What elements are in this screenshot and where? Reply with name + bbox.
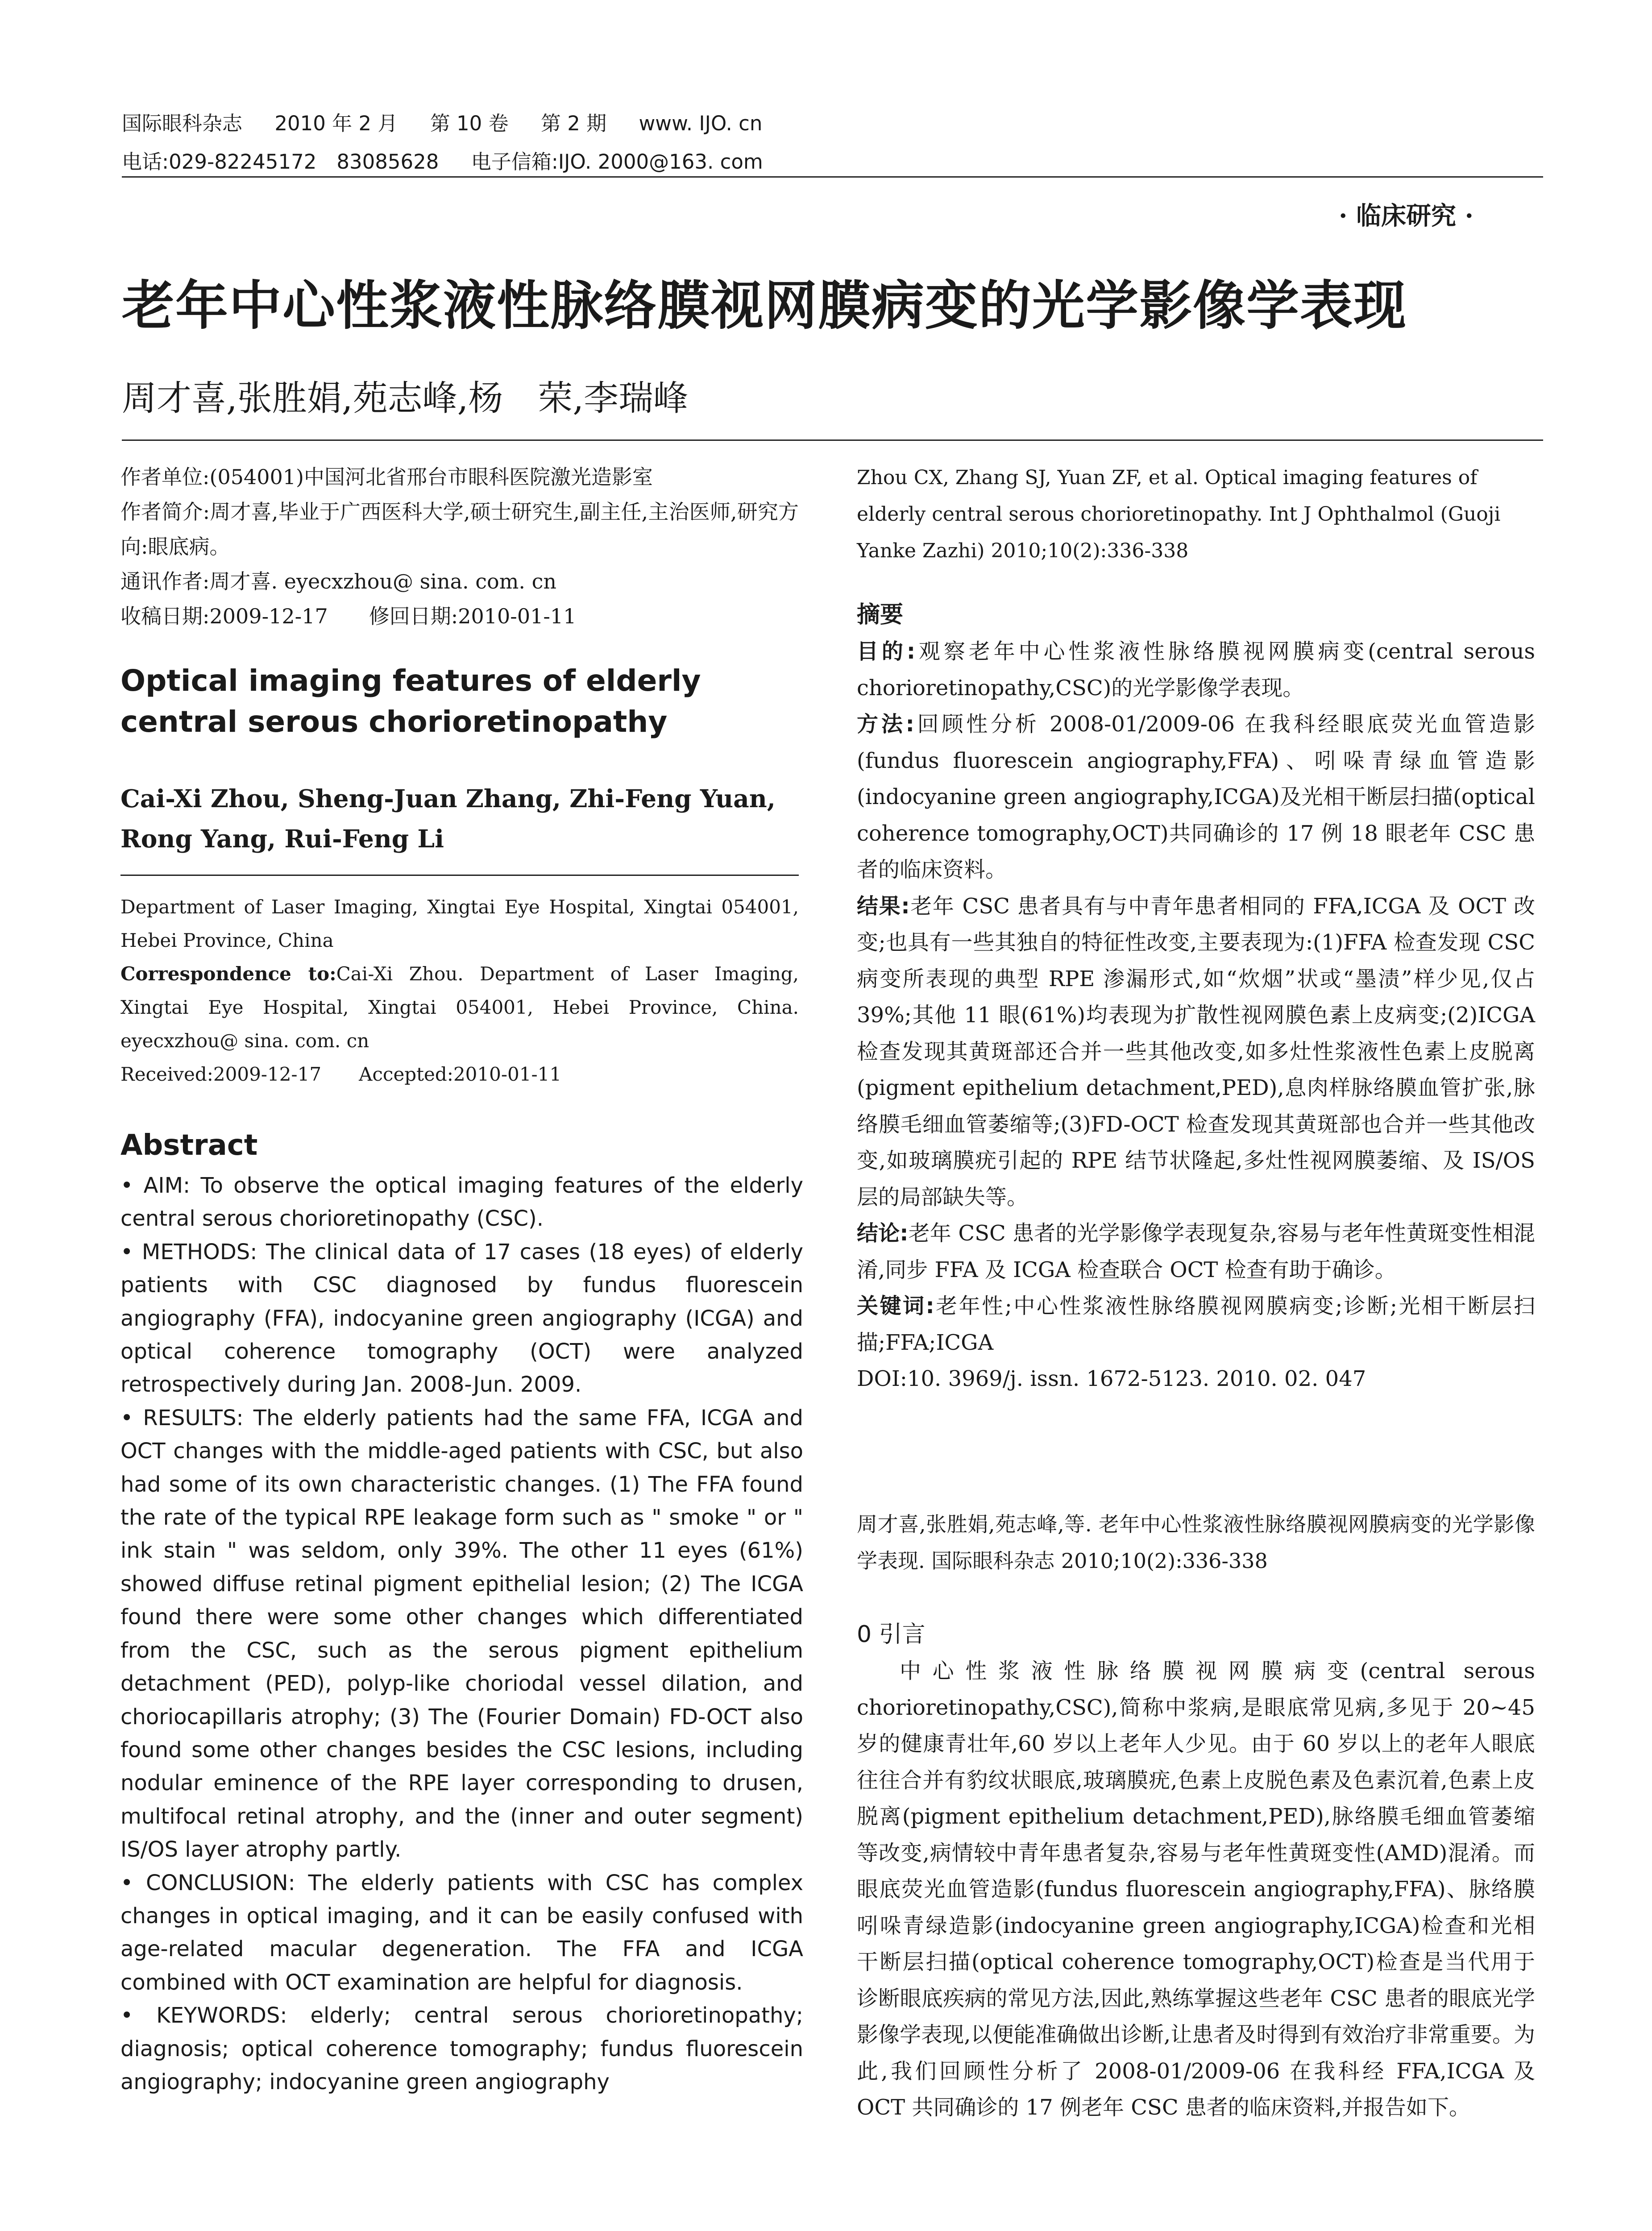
author-info-zh (120, 460, 799, 634)
abstract-zh-keywords (857, 1288, 1535, 1361)
journal-header-line-2 (122, 145, 789, 174)
abstract-zh (857, 634, 1535, 1397)
corresponding-author-zh: 通讯作者:周才喜. eyecxzhou@ sina. com. cn (120, 569, 557, 593)
abstract-results: • RESULTS: The elderly patients had the same FFA, ICGA and OCT changes with the middle-aged patients with CSC, but also had some of its own characteristic changes. (1) The FFA found the rate of the typical RPE leakage form such as " smoke " or " ink stain " was seldom, only 39%. The other 11 eyes (61%) showed diffuse retinal pigment epithelial lesion; (2) The ICGA found there were some other changes which differentiated from the CSC, such as the serous pigment epithelium detachment (PED), polyp-like choriodal vessel dilation, and choriocapillaris atrophy; (3) The (Fourier Domain) FD-OCT also found some other changes besides the CSC lesions, including nodular eminence of the RPE layer corresponding to drusen, multifocal retinal atrophy, and the (inner and outer segment) IS/OS layer atrophy partly. (120, 1405, 803, 1862)
title-rule (122, 440, 1543, 441)
citation-zh: 周才喜,张胜娟,苑志峰,等. 老年中心性浆液性脉络膜视网膜病变的光学影像学表现. 国际眼科杂志 2010;10(2):336-338 (857, 1512, 1535, 1573)
issue: 第 2 期 (540, 112, 607, 135)
issue-date: 2010 年 2 月 (274, 112, 398, 135)
journal-header-line-1 (122, 107, 788, 136)
authors-en: Cai-Xi Zhou, Sheng-Juan Zhang, Zhi-Feng Yuan, Rong Yang, Rui-Feng Li (120, 784, 776, 853)
abstract-methods: • METHODS: The clinical data of 17 cases (18 eyes) of elderly patients with CSC diagnosed by fundus fluorescein angiography (FFA), indocyanine green angiography (ICGA) and optical coherence tomography (OCT) were analyzed retrospectively during Jan. 2008-Jun. 2009. (120, 1239, 803, 1397)
abstract-zh-results-text: 老年 CSC 患者具有与中青年患者相同的 FFA,ICGA 及 OCT 改变;也具有一些其独自的特征性改变,主要表现为:(1)FFA 检查发现 CSC 病变所表现的典型 RPE 渗漏形式,如“炊烟”状或“墨渍”样少见,仅占 39%;其他 11 眼(61%)均表现为扩散性视网膜色素上皮病变;(2)ICGA 检查发现其黄斑部还合并一些其他改变,如多灶性浆液性色素上皮脱离(pigment epithelium detachment,PED),息肉样脉络膜血管扩张,脉络膜毛细血管萎缩等;(3)FD-OCT 检查发现其黄斑部也合并一些其他改变,如玻璃膜疣引起的 RPE 结节状隆起,多灶性视网膜萎缩、及 IS/OS 层的局部缺失等。 (857, 893, 1535, 1210)
abstract-zh-results (857, 888, 1535, 1216)
abstract-keywords: • KEYWORDS: elderly; central serous chorioretinopathy; diagnosis; optical coherence tomography; fundus fluorescein angiography; indocyanine green angiography (120, 2003, 803, 2094)
abstract-zh-methods (857, 706, 1535, 888)
dates-zh: 收稿日期:2009-12-17 修回日期:2010-01-11 (120, 604, 577, 628)
volume: 第 10 卷 (430, 112, 509, 135)
author-rule (120, 875, 799, 876)
author-bio-zh: 作者简介:周才喜,毕业于广西医科大学,硕士研究生,副主任,主治医师,研究方向:眼底病。 (120, 500, 799, 559)
abstract-zh-keywords-text: 老年性;中心性浆液性脉络膜视网膜病变;诊断;光相干断层扫描;FFA;ICGA (857, 1294, 1535, 1355)
authors-zh: 周才喜,张胜娟,苑志峰,杨 荣,李瑞峰 (122, 378, 689, 419)
intro-heading: 0 引言 (857, 1621, 926, 1648)
abstract-zh-aim-label: 目的: (857, 639, 916, 664)
abstract-zh-conclusion-text: 老年 CSC 患者的光学影像学表现复杂,容易与老年性黄斑变性相混淆,同步 FFA 及 ICGA 检查联合 OCT 检查有助于确诊。 (857, 1221, 1535, 1282)
affiliation-zh: 作者单位:(054001)中国河北省邢台市眼科医院激光造影室 (120, 465, 653, 489)
abstract-heading: Abstract (120, 1129, 258, 1162)
doi: DOI:10. 3969/j. issn. 1672-5123. 2010. 02. 047 (857, 1366, 1366, 1391)
phone: 电话:029-82245172 83085628 (122, 150, 439, 174)
intro-paragraph: 中心性浆液性脉络膜视网膜病变(central serous chorioretinopathy,CSC),简称中浆病,是眼底常见病,多见于 20~45 岁的健康青壮年,60 岁以上老年人少见。由于 60 岁以上的老年人眼底往往合并有豹纹状眼底,玻璃膜疣,色素上皮脱色素及色素沉着,色素上皮脱离(pigment epithelium detachment,PED),脉络膜毛细血管萎缩等改变,病情较中青年患者复杂,容易与老年性黄斑变性(AMD)混淆。而眼底荧光血管造影(fundus fluorescein angiography,FFA)、脉络膜吲哚青绿造影(indocyanine green angiography,ICGA)检查和光相干断层扫描(optical coherence tomography,OCT)检查是当代用于诊断眼底疾病的常见方法,因此,熟练掌握这些老年 CSC 患者的眼底光学影像学表现,以便能准确做出诊断,让患者及时得到有效治疗非常重要。为此,我们回顾性分析了 2008-01/2009-06 在我科经 FFA,ICGA 及 OCT 共同确诊的 17 例老年 CSC 患者的临床资料,并报告如下。 (857, 1659, 1535, 2120)
abstract-conclusion: • CONCLUSION: The elderly patients with CSC has complex changes in optical imaging, and it can be easily confused with age-related macular degeneration. The FFA and ICGA combined with OCT examination are helpful for diagnosis. (120, 1870, 803, 1995)
correspondence-en (120, 957, 799, 1057)
article-title-en: Optical imaging features of elderly central serous chorioretinopathy (120, 663, 701, 739)
article-title-zh: 老年中心性浆液性脉络膜视网膜病变的光学影像学表现 (122, 275, 1407, 336)
abstract-zh-aim-text: 观察老年中心性浆液性脉络膜视网膜病变(central serous chorioretinopathy,CSC)的光学影像学表现。 (857, 639, 1535, 701)
abstract-zh-results-label: 结果: (857, 893, 910, 919)
email: 电子信箱:IJO. 2000@163. com (471, 150, 763, 174)
header-rule (122, 176, 1543, 178)
abstract-zh-methods-text: 回顾性分析 2008-01/2009-06 在我科经眼底荧光血管造影(fundus fluorescein angiography,FFA)、吲哚青绿血管造影(indocyanine green angiography,ICGA)及光相干断层扫描(optical coherence tomography,OCT)共同确诊的 17 例 18 眼老年 CSC 患者的临床资料。 (857, 712, 1535, 882)
abstract-zh-conclusion-label: 结论: (857, 1221, 909, 1246)
section-tag: · 临床研究 · (1339, 201, 1474, 231)
abstract-zh-aim (857, 634, 1535, 706)
abstract-zh-conclusion (857, 1215, 1535, 1288)
abstract-aim: • AIM: To observe the optical imaging features of the elderly central serous chorioretinopathy (CSC). (120, 1173, 803, 1232)
citation-en: Zhou CX, Zhang SJ, Yuan ZF, et al. Optical imaging features of elderly central serous chorioretinopathy. Int J Ophthalmol (Guoji Yanke Zazhi) 2010;10(2):336-338 (857, 466, 1501, 562)
affiliation-en-block (120, 890, 799, 1091)
correspondence-label: Correspondence to: (120, 963, 336, 985)
correspondence-text: Cai-Xi Zhou. Department of Laser Imaging, Xingtai Eye Hospital, Xingtai 054001, Hebei Province, China. eyecxzhou@ sina. com. cn (120, 963, 799, 1052)
abstract-zh-keywords-label: 关键词: (857, 1294, 934, 1319)
intro-section (857, 1653, 1535, 2126)
abstract-zh-methods-label: 方法: (857, 712, 914, 737)
dates-en: Received:2009-12-17 Accepted:2010-01-11 (120, 1063, 562, 1085)
journal-name: 国际眼科杂志 (122, 112, 243, 135)
abstract-heading-zh: 摘要 (857, 601, 904, 628)
department-en: Department of Laser Imaging, Xingtai Eye Hospital, Xingtai 054001, Hebei Province, China (120, 896, 799, 951)
website: www. IJO. cn (639, 112, 763, 135)
abstract-en (120, 1169, 803, 2098)
